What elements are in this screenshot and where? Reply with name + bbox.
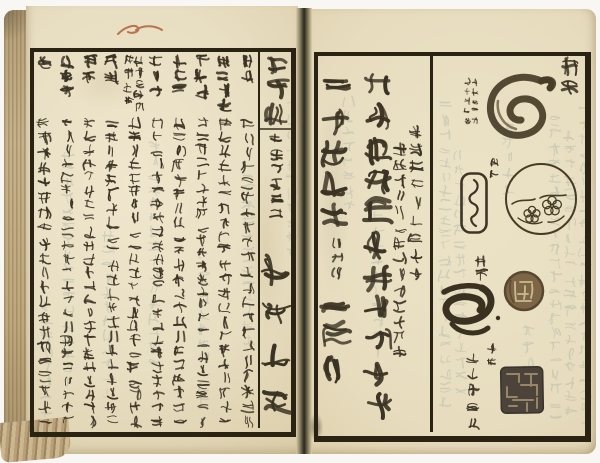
verse-column [33,55,55,429]
verse-body [213,117,235,429]
red-ink-scribble [112,18,168,42]
kao-caption-right [487,343,498,369]
verse-title [168,55,190,99]
verse-column [236,55,258,429]
verse-body [146,117,168,429]
verse-title [56,55,78,99]
snake-caption [463,78,478,134]
verse-body [168,117,190,429]
verse-column [168,55,190,429]
verse-title [236,55,258,85]
verse-column [56,55,78,429]
verse-column [191,55,213,429]
katakana-interlinear [329,237,345,281]
rect-seal-caption [489,157,500,181]
verse-body [191,117,213,429]
verse-column [146,55,168,429]
verse-title [101,55,123,85]
verse-body [78,117,100,429]
main-calligraphy-column [353,70,401,422]
snake-seal-drawing [478,68,562,152]
verse-column [101,55,123,429]
verse-title [146,55,168,99]
verse-column [213,55,235,429]
blossom-circle-seal-drawing [502,160,580,238]
verse-title [213,55,235,113]
verse-title [78,55,100,85]
square-seal-stamp [499,365,545,415]
kao-caption-left [466,351,480,435]
header-divider-tick [260,128,293,130]
verse-column [123,55,145,429]
verse-body [101,117,123,429]
verse-body [236,117,258,429]
rect-seal-drawing [459,171,489,235]
studio-title [260,54,293,128]
section-divider-rule [430,56,433,432]
address-text [266,133,286,223]
round-seal-stamp [503,270,545,312]
main-calligraphy-column [317,286,353,386]
verse-title [123,55,145,113]
annotation-column [407,125,425,305]
verse-body [33,117,55,429]
verse-body [123,117,145,429]
verse-body [56,117,78,429]
kao-mark [430,278,504,344]
verse-title [191,55,213,99]
verse-title [33,55,55,71]
author-name [259,248,293,426]
verse-column [78,55,100,429]
main-calligraphy-column [316,73,354,233]
